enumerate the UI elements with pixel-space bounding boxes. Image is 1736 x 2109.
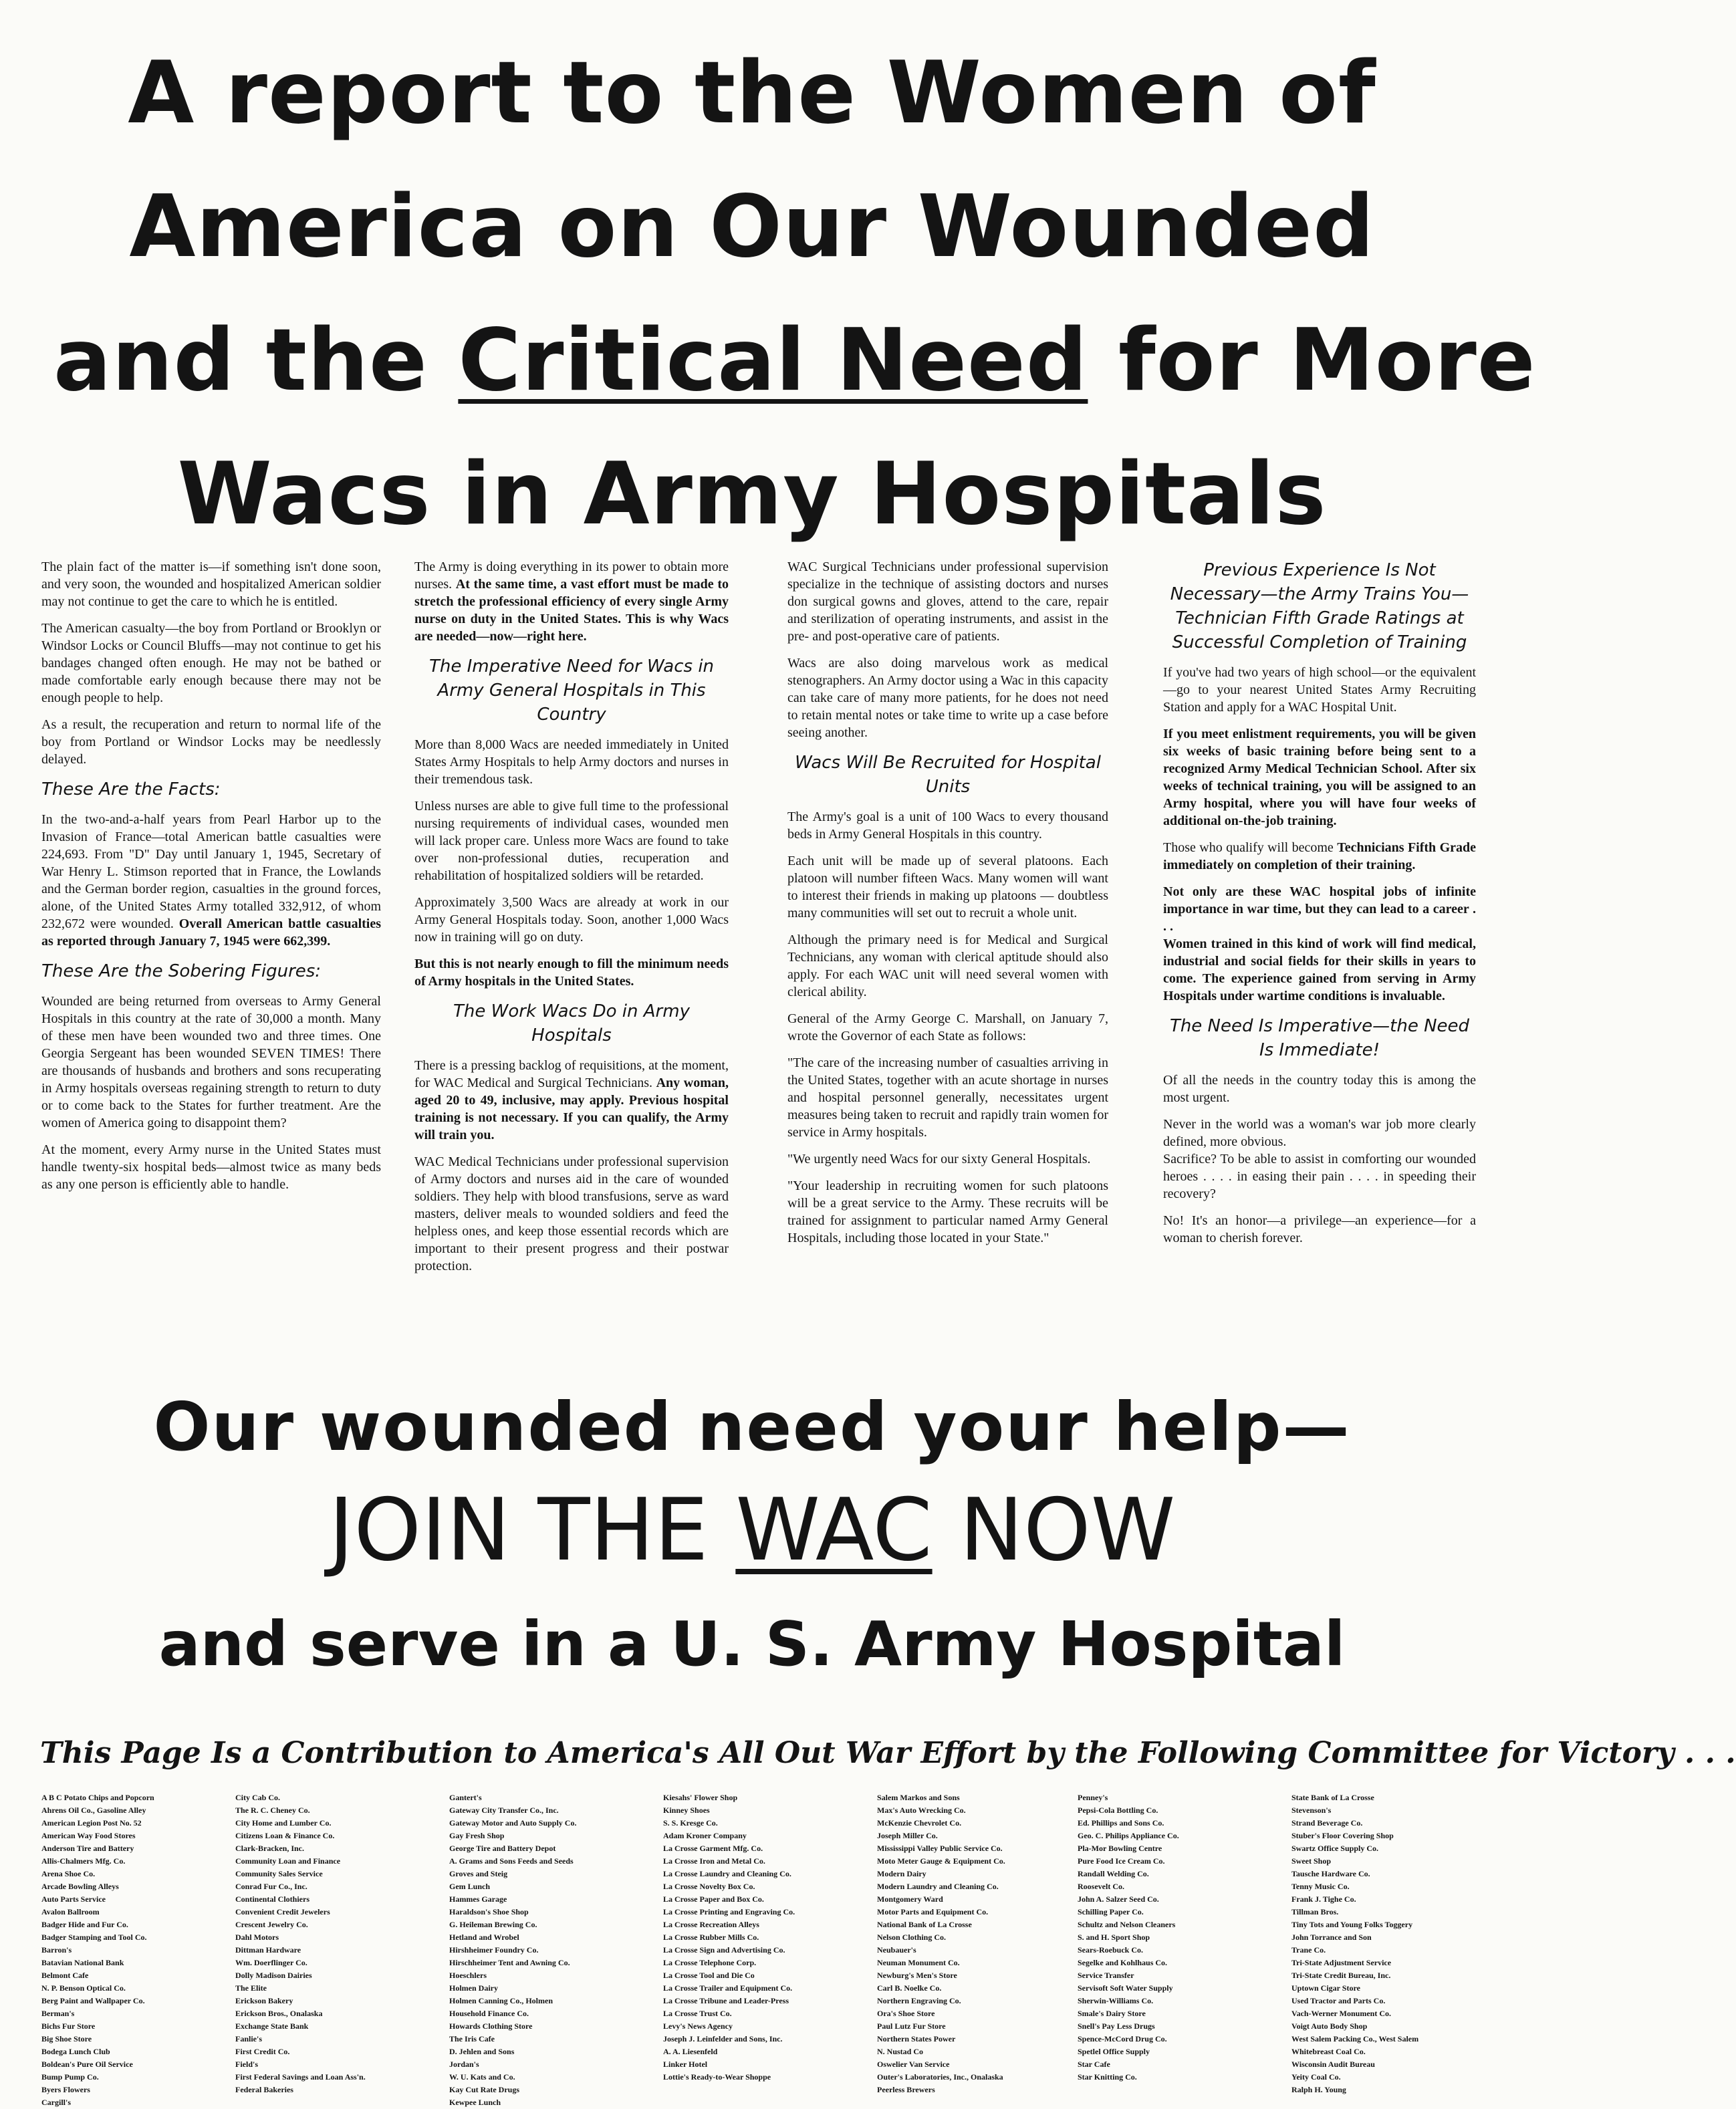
sponsor-name: Lottie's Ready-to-Wear Shoppe	[663, 2072, 771, 2082]
sponsor-name: Sears-Roebuck Co.	[1078, 1945, 1143, 1955]
sponsor-name: Hoeschlers	[449, 1971, 487, 1980]
col1-paragraph: As a result, the recuperation and return to normal life of the boy from Portland or Windsor Locks may be needlessly delayed.	[41, 717, 381, 767]
sponsor-name: Cargill's	[41, 2098, 71, 2107]
sponsor-name: Tiny Tots and Young Folks Toggery	[1291, 1920, 1413, 1929]
sponsor-name: Tenny Music Co.	[1291, 1882, 1350, 1891]
sponsor-list	[0, 1791, 1503, 2106]
sponsor-name: First Credit Co.	[235, 2047, 290, 2056]
sponsor-name: La Crosse Telephone Corp.	[663, 1958, 757, 1967]
sponsor-name: Kiesahs' Flower Shop	[663, 1793, 738, 1802]
sponsor-name: Linker Hotel	[663, 2060, 708, 2069]
col1-paragraph: The plain fact of the matter is—if something isn't done soon, and very soon, the wounded and hospitalized American soldier may not continue to get the care to which he is entitled.	[41, 560, 381, 609]
sponsor-name: Big Shoe Store	[41, 2034, 92, 2043]
sponsor-name: West Salem Packing Co., West Salem	[1291, 2034, 1419, 2043]
sponsor-name: Strand Beverage Co.	[1291, 1818, 1363, 1828]
sponsor-column	[877, 1791, 1084, 2096]
sponsor-name: Neubauer's	[877, 1945, 916, 1955]
cta-wounded-need-help: Our wounded need your help—	[153, 1388, 1351, 1466]
sponsor-name: Randall Welding Co.	[1078, 1869, 1149, 1878]
sponsor-name: La Crosse Novelty Box Co.	[663, 1882, 755, 1891]
headline-line-4: Wacs in Army Hospitals	[177, 445, 1327, 544]
sponsor-name: Dolly Madison Dairies	[235, 1971, 312, 1980]
sponsor-name: La Crosse Sign and Advertising Co.	[663, 1945, 785, 1955]
sponsor-name: Continental Clothiers	[235, 1894, 309, 1904]
sponsor-name: Groves and Steig	[449, 1869, 508, 1878]
sponsor-name: Allis-Chalmers Mfg. Co.	[41, 1856, 126, 1866]
sponsor-name: Peerless Brewers	[877, 2085, 935, 2094]
sponsor-name: A B C Potato Chips and Popcorn	[41, 1793, 154, 1802]
sponsor-name: Wm. Doerflinger Co.	[235, 1958, 307, 1967]
sponsor-name: American Legion Post No. 52	[41, 1818, 142, 1828]
sponsor-name: Trane Co.	[1291, 1945, 1326, 1955]
sponsor-name: Kewpee Lunch	[449, 2098, 501, 2107]
sponsor-name: Stuber's Floor Covering Shop	[1291, 1831, 1394, 1840]
cta-serve-hospital: and serve in a U. S. Army Hospital	[158, 1608, 1346, 1680]
col2-paragraph: Unless nurses are able to give full time to the professional nursing requirements of individual cases, wounded men will lack proper care. Unless more Wacs are found to take over non-professional duties, recuperation and rehabilitation of hospitalized soldiers will be retarded.	[414, 799, 729, 883]
sponsor-name: Newburg's Men's Store	[877, 1971, 957, 1980]
sponsor-name: John A. Salzer Seed Co.	[1078, 1894, 1159, 1904]
col3-paragraph: Although the primary need is for Medical and Surgical Technicians, any woman with clerical aptitude should also apply. For each WAC unit will need several women with clerical ability.	[787, 933, 1108, 999]
col2-paragraph: More than 8,000 Wacs are needed immediately in United States Army Hospitals to help Army doctors and nurses in their tremendous task.	[414, 737, 729, 787]
sponsor-name: Holmen Canning Co., Holmen	[449, 1996, 553, 2005]
sponsor-name: Mississippi Valley Public Service Co.	[877, 1844, 1003, 1853]
committee-title: This Page Is a Contribution to America's All Out War Effort by the Following Committee for Victory . . .	[40, 1736, 1736, 1770]
col4-text: Those who qualify will become	[1163, 840, 1334, 855]
col2-text: The Army is doing everything in its power to obtain more nurses.	[414, 560, 729, 592]
cta-join-pre: JOIN THE	[328, 1481, 736, 1580]
sponsor-name: Kay Cut Rate Drugs	[449, 2085, 519, 2094]
sponsor-name: D. Jehlen and Sons	[449, 2047, 515, 2056]
sponsor-name: Gem Lunch	[449, 1882, 491, 1891]
sponsor-column	[1291, 1791, 1472, 2096]
col4-paragraph	[1163, 839, 1476, 874]
sponsor-name: Montgomery Ward	[877, 1894, 943, 1904]
sponsor-name: Joseph J. Leinfelder and Sons, Inc.	[663, 2034, 783, 2043]
heading-imperative-need: The Imperative Need for Wacs in Army General Hospitals in This Country	[428, 656, 715, 725]
headline-line-2: America on Our Wounded	[129, 177, 1375, 277]
sponsor-name: City Home and Lumber Co.	[235, 1818, 332, 1828]
sponsor-column	[449, 1791, 656, 2109]
sponsor-name: Penney's	[1078, 1793, 1108, 1802]
col3-paragraph: The Army's goal is a unit of 100 Wacs to every thousand beds in Army General Hospitals in this country.	[787, 810, 1108, 842]
sponsor-name: Gantert's	[449, 1793, 482, 1802]
sponsor-name: Hirschheimer Tent and Awning Co.	[449, 1958, 570, 1967]
sponsor-name: Stevenson's	[1291, 1806, 1332, 1815]
facts-bold: Overall American battle casualties as reported through January 7, 1945 were 662,399.	[41, 916, 382, 949]
headline-line-3-pre: and the	[53, 311, 459, 410]
article-column-4	[1163, 558, 1476, 1256]
col3-paragraph: "Your leadership in recruiting women for such platoons will be a great service to the Army. These recruits will be trained for assignment to particular named Army General Hospitals, including those located in your State."	[787, 1178, 1108, 1245]
sponsor-name: The R. C. Cheney Co.	[235, 1806, 310, 1815]
sponsor-name: Schultz and Nelson Cleaners	[1078, 1920, 1176, 1929]
sponsor-name: Motor Parts and Equipment Co.	[877, 1907, 989, 1916]
sponsor-name: La Crosse Tool and Die Co	[663, 1971, 755, 1980]
col3-paragraph: WAC Surgical Technicians under professional supervision specialize in the technique of assisting doctors and nurses don surgical gowns and gloves, attend to the care, repair and sterilization of operating instruments, and assist in the pre- and post-operative care of patients.	[787, 560, 1108, 644]
col1-paragraph: The American casualty—the boy from Portland or Brooklyn or Windsor Locks or Council Bluffs—may not continue to get his bandages changed often enough. He may not be bathed or made comfortable early enough because there may not be enough people to help.	[41, 621, 381, 705]
col4-paragraph: Not only are these WAC hospital jobs of infinite importance in war time, but they can lead to a career . . .	[1163, 884, 1476, 934]
sponsor-name: Nelson Clothing Co.	[877, 1933, 947, 1942]
sponsor-name: Gateway City Transfer Co., Inc.	[449, 1806, 559, 1815]
article-columns	[0, 558, 1503, 1344]
sponsor-name: Neuman Monument Co.	[877, 1958, 960, 1967]
col2-paragraph	[414, 558, 729, 645]
sponsor-name: Wisconsin Audit Bureau	[1291, 2060, 1375, 2069]
col4-paragraph: No! It's an honor—a privilege—an experience—for a woman to cherish forever.	[1163, 1213, 1476, 1245]
sponsor-name: Oswelier Van Service	[877, 2060, 950, 2069]
sponsor-name: Pure Food Ice Cream Co.	[1078, 1856, 1165, 1866]
col4-paragraph: Women trained in this kind of work will find medical, industrial and social fields for their skills in years to come. The experience gained from serving in Army Hospitals under wartime conditions is invaluable.	[1163, 937, 1476, 1003]
article-column-1	[41, 558, 381, 1203]
sponsor-name: Clark-Bracken, Inc.	[235, 1844, 304, 1853]
sponsor-name: State Bank of La Crosse	[1291, 1793, 1374, 1802]
sponsor-name: Sherwin-Williams Co.	[1078, 1996, 1154, 2005]
heading-work-wacs-do: The Work Wacs Do in Army Hospitals	[453, 1001, 690, 1045]
sponsor-name: Erickson Bros., Onalaska	[235, 2009, 323, 2018]
sponsor-name: Whitebreast Coal Co.	[1291, 2047, 1366, 2056]
sponsor-name: Berg Paint and Wallpaper Co.	[41, 1996, 145, 2005]
facts-text: In the two-and-a-half years from Pearl Harbor up to the Invasion of France—total American battle casualties were 224,693. From "D" Day until January 1, 1945, Secretary of War Henry L. Stimson reported that in France, the Lowlands and the German border region, casualties in the ground forces, alone, of the United States Army totalled 332,912, of whom 232,672 were wounded.	[41, 812, 381, 931]
sponsor-name: Paul Lutz Fur Store	[877, 2021, 946, 2031]
sponsor-name: Hammes Garage	[449, 1894, 507, 1904]
sponsor-name: Crescent Jewelry Co.	[235, 1920, 308, 1929]
sponsor-name: Max's Auto Wrecking Co.	[877, 1806, 966, 1815]
sponsor-name: Outer's Laboratories, Inc., Onalaska	[877, 2072, 1003, 2082]
sponsor-name: A. A. Liesenfeld	[663, 2047, 718, 2056]
sponsor-name: Hirshheimer Foundry Co.	[449, 1945, 539, 1955]
col4-paragraph: If you've had two years of high school—or the equivalent—go to your nearest United States Army Recruiting Station and apply for a WAC Hospital Unit.	[1163, 665, 1476, 715]
sponsor-name: Yeity Coal Co.	[1291, 2072, 1341, 2082]
sponsor-name: Auto Parts Service	[41, 1894, 106, 1904]
sponsor-name: Star Knitting Co.	[1078, 2072, 1137, 2082]
sponsor-name: Bump Pump Co.	[41, 2072, 99, 2082]
sponsor-name: Schilling Paper Co.	[1078, 1907, 1144, 1916]
sponsor-name: Pepsi-Cola Bottling Co.	[1078, 1806, 1158, 1815]
sponsor-name: Arcade Bowling Alleys	[41, 1882, 119, 1891]
sponsor-name: Convenient Credit Jewelers	[235, 1907, 330, 1916]
sponsor-name: Uptown Cigar Store	[1291, 1983, 1360, 1993]
col4-paragraph: Of all the needs in the country today this is among the most urgent.	[1163, 1073, 1476, 1105]
sponsor-name: American Way Food Stores	[41, 1831, 136, 1840]
sponsor-name: Tri-State Adjustment Service	[1291, 1958, 1392, 1967]
sponsor-name: Badger Hide and Fur Co.	[41, 1920, 128, 1929]
sponsor-name: Levy's News Agency	[663, 2021, 733, 2031]
col4-paragraph: Never in the world was a woman's war job more clearly defined, more obvious.	[1163, 1117, 1476, 1149]
sponsor-name: The Iris Cafe	[449, 2034, 495, 2043]
sponsor-name: Voigt Auto Body Shop	[1291, 2021, 1368, 2031]
heading-sobering: These Are the Sobering Figures:	[41, 961, 322, 981]
sponsor-column	[663, 1791, 870, 2084]
sponsor-name: Community Sales Service	[235, 1869, 323, 1878]
sponsor-column	[235, 1791, 443, 2096]
sponsor-name: Badger Stamping and Tool Co.	[41, 1933, 147, 1942]
sponsor-name: Snell's Pay Less Drugs	[1078, 2021, 1155, 2031]
sponsor-name: Anderson Tire and Battery	[41, 1844, 134, 1853]
sponsor-name: Modern Dairy	[877, 1869, 926, 1878]
sponsor-name: La Crosse Garment Mfg. Co.	[663, 1844, 763, 1853]
col1-paragraph: At the moment, every Army nurse in the United States must handle twenty-six hospital beds—almost twice as many beds as any one person is efficiently able to handle.	[41, 1142, 381, 1192]
col3-paragraph: "The care of the increasing number of casualties arriving in the United States, together with an acute shortage in nurses and hospital personnel generally, necessitates urgent measures being taken to recruit and rapidly train women for service in Army hospitals.	[787, 1056, 1108, 1140]
sponsor-name: Roosevelt Co.	[1078, 1882, 1124, 1891]
sponsor-name: La Crosse Rubber Mills Co.	[663, 1933, 759, 1942]
sponsor-name: Field's	[235, 2060, 259, 2069]
sponsor-name: Geo. C. Philips Appliance Co.	[1078, 1831, 1179, 1840]
sponsor-name: Swartz Office Supply Co.	[1291, 1844, 1378, 1853]
sponsor-name: S. S. Kresge Co.	[663, 1818, 718, 1828]
sponsor-name: Household Finance Co.	[449, 2009, 529, 2018]
sponsor-name: Pla-Mor Bowling Centre	[1078, 1844, 1162, 1853]
col2-paragraph	[414, 1057, 729, 1144]
sponsor-name: Belmont Cafe	[41, 1971, 89, 1980]
sponsor-name: Tausche Hardware Co.	[1291, 1869, 1370, 1878]
sponsor-name: Service Transfer	[1078, 1971, 1134, 1980]
col2-text: There is a pressing backlog of requisitions, at the moment, for WAC Medical and Surgical Technicians.	[414, 1058, 729, 1090]
sponsor-name: Sweet Shop	[1291, 1856, 1332, 1866]
col3-paragraph: "We urgently need Wacs for our sixty General Hospitals.	[787, 1152, 1091, 1166]
sponsor-name: Salem Markos and Sons	[877, 1793, 960, 1802]
sponsor-name: Ralph H. Young	[1291, 2085, 1346, 2094]
headline	[53, 27, 1536, 562]
sponsor-name: Ora's Shoe Store	[877, 2009, 935, 2018]
sponsor-name: Star Cafe	[1078, 2060, 1110, 2069]
sponsor-name: Bodega Lunch Club	[41, 2047, 110, 2056]
sponsor-name: Smale's Dairy Store	[1078, 2009, 1146, 2018]
cta-join-the-wac	[40, 1477, 1464, 1584]
col2-paragraph: But this is not nearly enough to fill the minimum needs of Army hospitals in the United States.	[414, 957, 729, 989]
col2-paragraph: Approximately 3,500 Wacs are already at work in our Army General Hospitals today. Soon, another 1,000 Wacs now in training will go on duty.	[414, 895, 729, 945]
sponsor-name: La Crosse Iron and Metal Co.	[663, 1856, 765, 1866]
heading-recruited-units: Wacs Will Be Recruited for Hospital Units	[795, 753, 1101, 797]
sponsor-name: Carl B. Noelke Co.	[877, 1983, 942, 1993]
sponsor-name: Hetland and Wrobel	[449, 1933, 519, 1942]
sponsor-name: Gateway Motor and Auto Supply Co.	[449, 1818, 577, 1828]
sponsor-name: G. Heileman Brewing Co.	[449, 1920, 537, 1929]
col4-paragraph: If you meet enlistment requirements, you will be given six weeks of basic training before being sent to a recognized Army Medical Technician School. After six weeks of technical training, you will be assigned to an Army hospital, where you will have four weeks of additional on-the-job training.	[1163, 727, 1476, 828]
sponsor-name: Howards Clothing Store	[449, 2021, 533, 2031]
sponsor-name: Tri-State Credit Bureau, Inc.	[1291, 1971, 1391, 1980]
col2-paragraph: WAC Medical Technicians under professional supervision of Army doctors and nurses aid in the care of wounded soldiers. They help with blood transfusions, serve as ward masters, deliver meals to wounded soldiers and feed the helpless ones, and keep those essential records which are important to their present progress and their postwar protection.	[414, 1154, 729, 1273]
sponsor-name: Frank J. Tighe Co.	[1291, 1894, 1356, 1904]
sponsor-name: National Bank of La Crosse	[877, 1920, 972, 1929]
sponsor-name: S. and H. Sport Shop	[1078, 1933, 1150, 1942]
sponsor-name: Citizens Loan & Finance Co.	[235, 1831, 335, 1840]
sponsor-name: Conrad Fur Co., Inc.	[235, 1882, 307, 1891]
col2-bold: At the same time, a vast effort must be made to stretch the professional efficiency of every single Army nurse on duty in the United States. This is why Wacs are needed—now—right here.	[414, 577, 729, 644]
sponsor-name: Kinney Shoes	[663, 1806, 710, 1815]
sponsor-name: Modern Laundry and Cleaning Co.	[877, 1882, 999, 1891]
sponsor-name: Barron's	[41, 1945, 72, 1955]
sponsor-name: City Cab Co.	[235, 1793, 281, 1802]
sponsor-name: Used Tractor and Parts Co.	[1291, 1996, 1386, 2005]
sponsor-name: Spence-McCord Drug Co.	[1078, 2034, 1167, 2043]
col3-paragraph: Wacs are also doing marvelous work as medical stenographers. An Army doctor using a Wac in this capacity can take care of many more patients, for he does not need to retain mental notes or take time to write up a case before seeing another.	[787, 656, 1108, 740]
sponsor-name: Northern Engraving Co.	[877, 1996, 961, 2005]
col4-paragraph: Sacrifice? To be able to assist in comforting our wounded heroes . . . . in easing their pain . . . . in speeding their recovery?	[1163, 1152, 1476, 1201]
col2-bold: Any woman, aged 20 to 49, inclusive, may apply. Previous hospital training is not necessary. If you can qualify, the Army will train you.	[414, 1076, 729, 1142]
sponsor-name: Boldean's Pure Oil Service	[41, 2060, 133, 2069]
sponsor-name: Batavian National Bank	[41, 1958, 124, 1967]
sponsor-name: Community Loan and Finance	[235, 1856, 341, 1866]
sponsor-name: Gay Fresh Shop	[449, 1831, 505, 1840]
sponsor-name: La Crosse Trailer and Equipment Co.	[663, 1983, 793, 1993]
sponsor-name: La Crosse Printing and Engraving Co.	[663, 1907, 795, 1916]
headline-line-3-post: for More	[1088, 311, 1536, 410]
sponsor-column	[41, 1791, 249, 2109]
sponsor-name: Federal Bakeries	[235, 2085, 293, 2094]
sponsor-name: Byers Flowers	[41, 2085, 90, 2094]
sponsor-name: Dittman Hardware	[235, 1945, 301, 1955]
sponsor-name: N. Nustad Co	[877, 2047, 924, 2056]
sponsor-name: W. U. Kats and Co.	[449, 2072, 515, 2082]
heading-facts: These Are the Facts:	[41, 779, 221, 799]
cta-wac: WAC	[735, 1481, 933, 1580]
sponsor-name: Fanlie's	[235, 2034, 263, 2043]
headline-line-1: A report to the Women of	[128, 43, 1376, 143]
sponsor-name: Adam Kroner Company	[663, 1831, 747, 1840]
col3-paragraph: Each unit will be made up of several platoons. Each platoon will number fifteen Wacs. Many women will want to interest their friends in making up platoons — doubtless many communities will set out to recruit a whole unit.	[787, 854, 1108, 920]
sponsor-name: Tillman Bros.	[1291, 1907, 1339, 1916]
sponsor-name: Erickson Bakery	[235, 1996, 293, 2005]
sponsor-name: Moto Meter Gauge & Equipment Co.	[877, 1856, 1005, 1866]
col1-paragraph: Wounded are being returned from overseas to Army General Hospitals in this country at the rate of 30,000 a month. Many of these men have been wounded two and three times. One Georgia Sergeant has been wounded SEVEN TIMES! There are thousands of husbands and brothers and sons recuperating in Army hospitals overseas regaining strength to return to duty or to come back to the States for further treatment. Are the women of America going to disappoint them?	[41, 994, 381, 1130]
sponsor-name: La Crosse Laundry and Cleaning Co.	[663, 1869, 791, 1878]
sponsor-name: Holmen Dairy	[449, 1983, 498, 1993]
sponsor-name: Northern States Power	[877, 2034, 956, 2043]
sponsor-name: George Tire and Battery Depot	[449, 1844, 556, 1853]
sponsor-name: A. Grams and Sons Feeds and Seeds	[449, 1856, 574, 1866]
sponsor-name: Segelke and Kohlhaus Co.	[1078, 1958, 1168, 1967]
sponsor-name: N. P. Benson Optical Co.	[41, 1983, 126, 1993]
sponsor-name: Haraldson's Shoe Shop	[449, 1907, 529, 1916]
sponsor-name: Ahrens Oil Co., Gasoline Alley	[41, 1806, 146, 1815]
col1-paragraph	[41, 811, 381, 950]
heading-need-imperative: The Need Is Imperative—the Need Is Immediate!	[1169, 1016, 1470, 1060]
sponsor-column	[1078, 1791, 1285, 2084]
sponsor-name: Servisoft Soft Water Supply	[1078, 1983, 1173, 1993]
headline-critical-need: Critical Need	[458, 311, 1088, 410]
headline-line-3	[53, 294, 1536, 428]
sponsor-name: Berman's	[41, 2009, 75, 2018]
sponsor-name: La Crosse Tribune and Leader-Press	[663, 1996, 789, 2005]
sponsor-name: Vach-Werner Monument Co.	[1291, 2009, 1391, 2018]
sponsor-name: La Crosse Trust Co.	[663, 2009, 732, 2018]
sponsor-name: La Crosse Paper and Box Co.	[663, 1894, 764, 1904]
sponsor-name: Ed. Phillips and Sons Co.	[1078, 1818, 1164, 1828]
sponsor-name: Joseph Miller Co.	[877, 1831, 938, 1840]
sponsor-name: Jordan's	[449, 2060, 479, 2069]
sponsor-name: The Elite	[235, 1983, 267, 1993]
heading-previous-experience: Previous Experience Is Not Necessary—the Army Trains You—Technician Fifth Grade Ratings at Successful Completion of Training	[1170, 560, 1469, 652]
sponsor-name: McKenzie Chevrolet Co.	[877, 1818, 962, 1828]
sponsor-name: Spetlel Office Supply	[1078, 2047, 1150, 2056]
cta-join-post: NOW	[932, 1481, 1176, 1580]
sponsor-name: John Torrance and Son	[1291, 1933, 1372, 1942]
sponsor-name: Avalon Ballroom	[41, 1907, 100, 1916]
col3-paragraph: General of the Army George C. Marshall, on January 7, wrote the Governor of each State as follows:	[787, 1011, 1108, 1043]
sponsor-name: Arena Shoe Co.	[41, 1869, 96, 1878]
sponsor-name: First Federal Savings and Loan Ass'n.	[235, 2072, 366, 2082]
sponsor-name: Exchange State Bank	[235, 2021, 309, 2031]
article-column-3	[787, 558, 1108, 1256]
sponsor-name: Bichs Fur Store	[41, 2021, 96, 2031]
sponsor-name: La Crosse Recreation Alleys	[663, 1920, 759, 1929]
article-column-2	[414, 558, 729, 1284]
sponsor-name: Dahl Motors	[235, 1933, 279, 1942]
col4-bold: Technicians Fifth Grade immediately on completion of their training.	[1163, 840, 1476, 872]
